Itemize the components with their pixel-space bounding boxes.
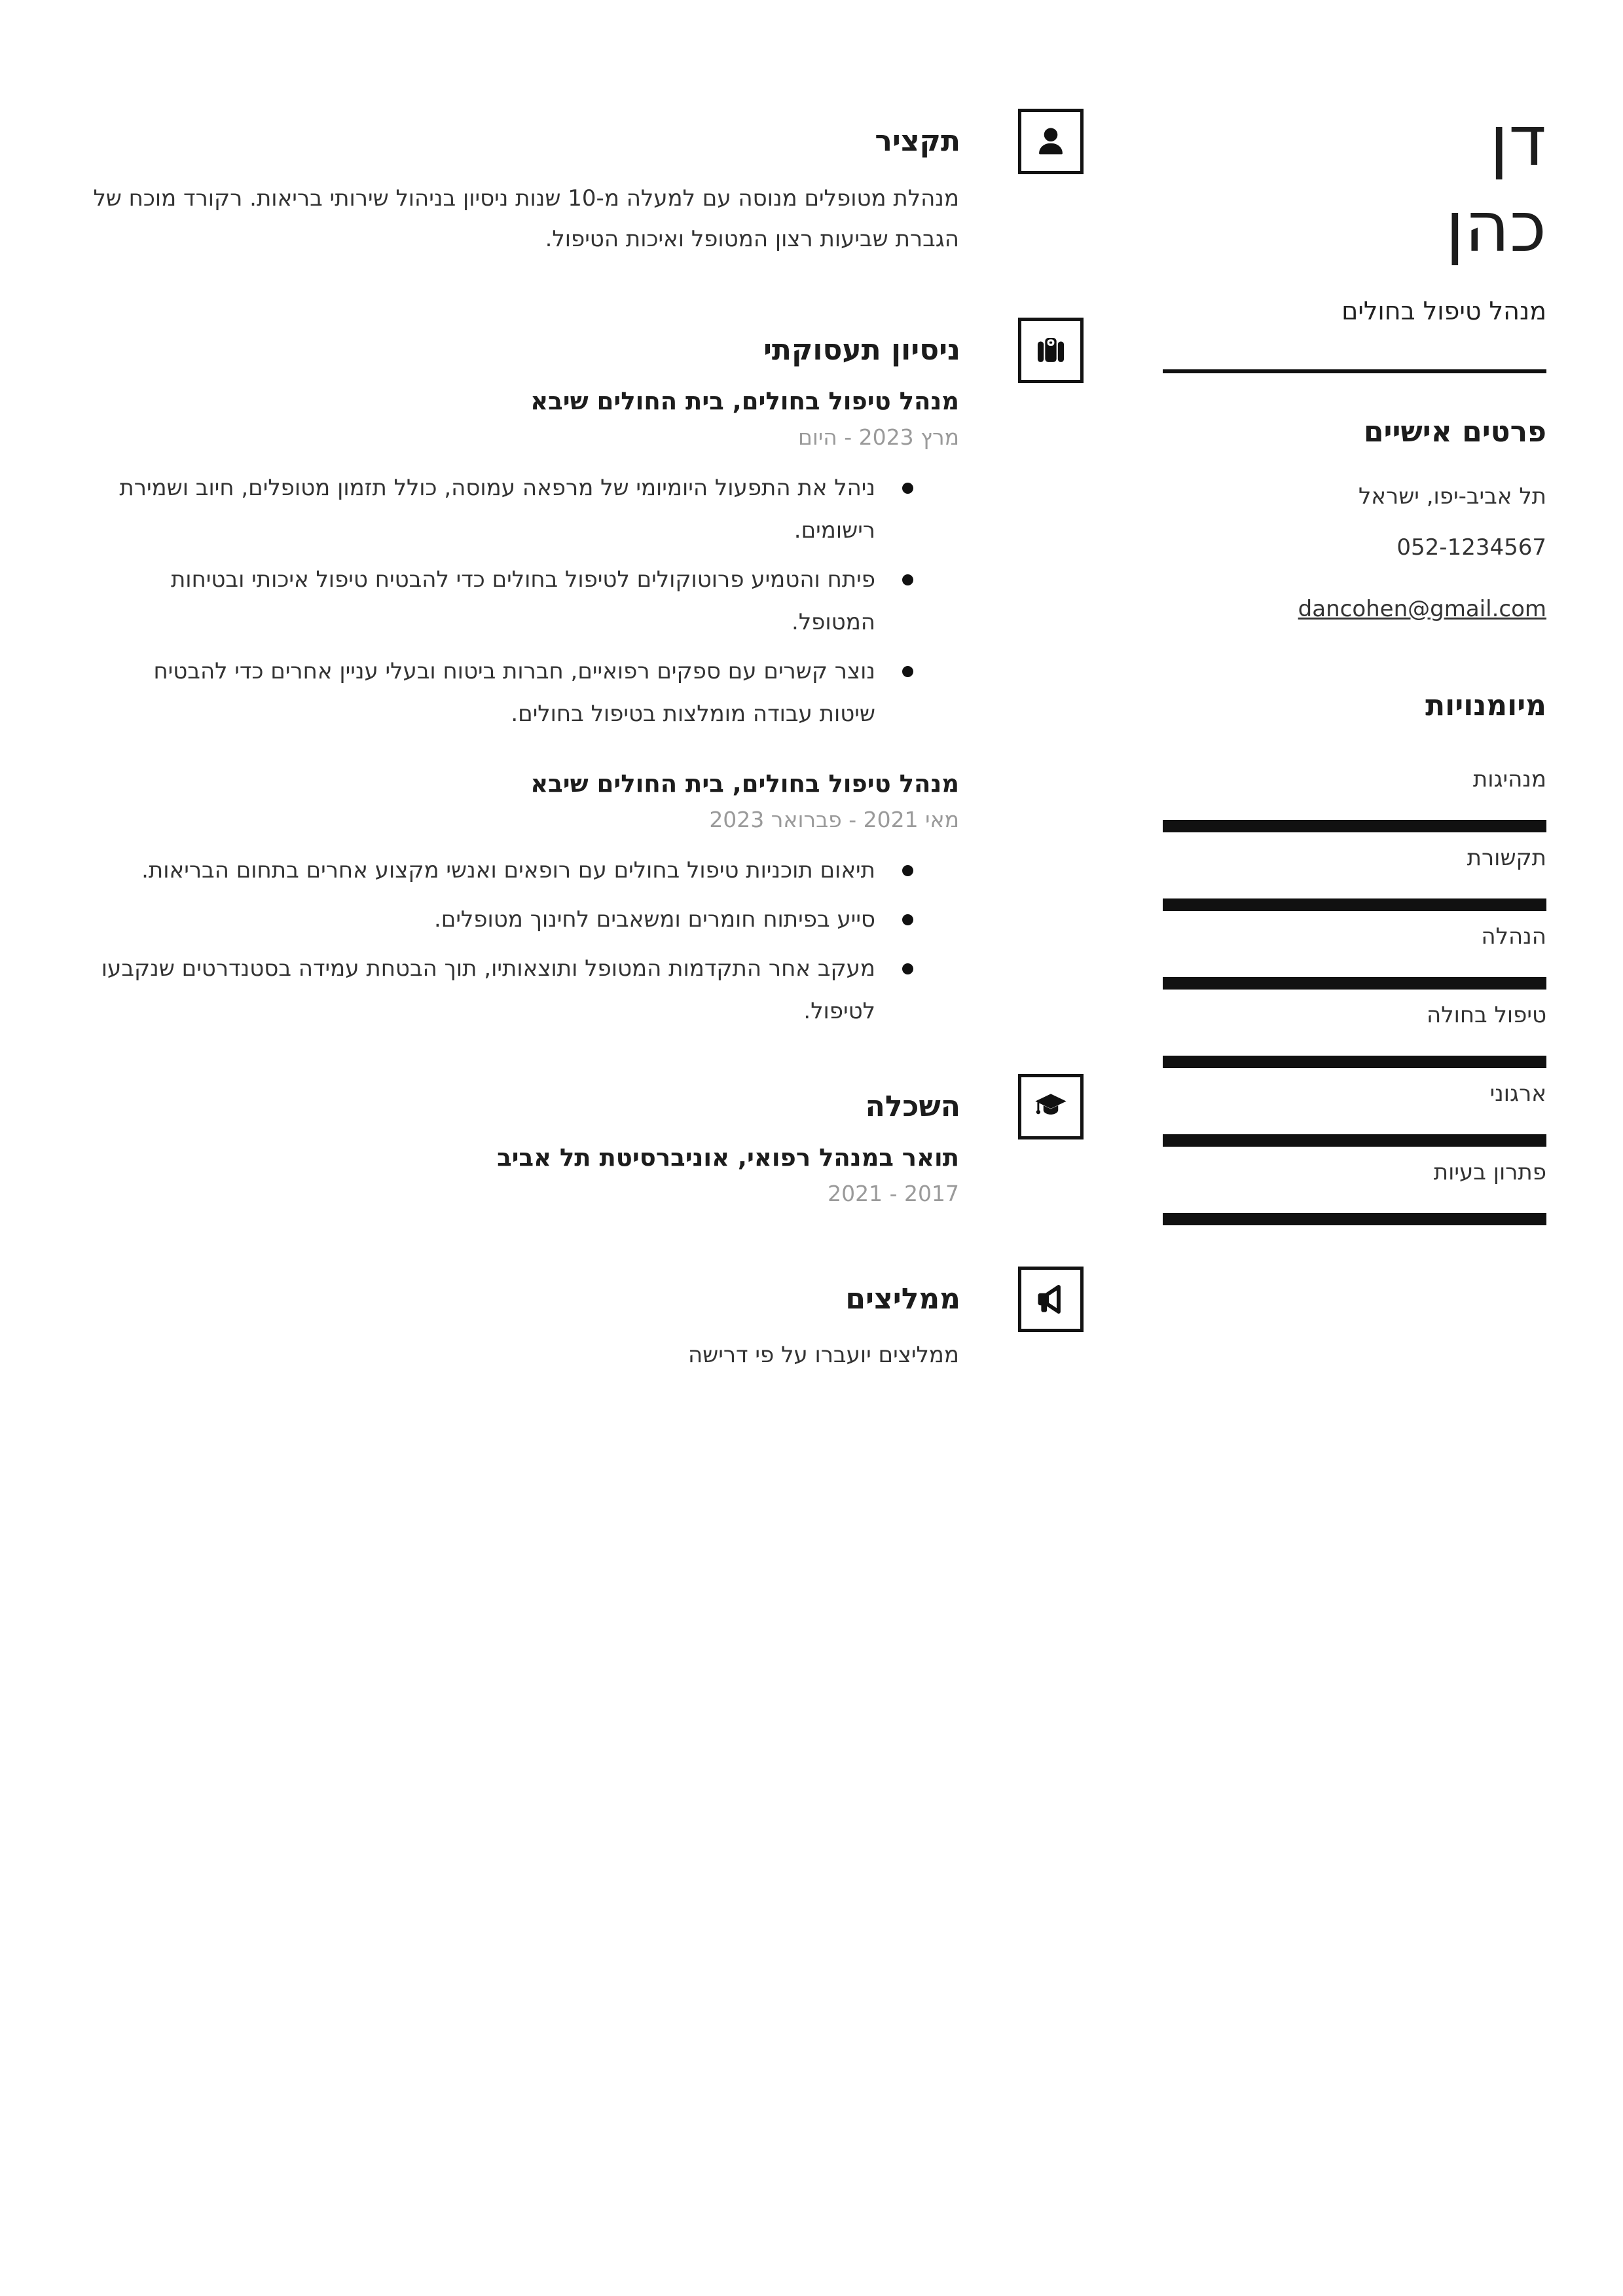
briefcase-icon	[1018, 318, 1084, 383]
skill-level-bar	[1163, 898, 1546, 911]
main-column	[92, 0, 1084, 1375]
job-dates: מאי 2021 - פברואר 2023	[709, 807, 959, 832]
skill-row	[1163, 1001, 1546, 1068]
skill-level-bar	[1163, 1134, 1546, 1147]
skill-label: הנהלה	[1481, 923, 1546, 950]
skill-label: פתרון בעיות	[1433, 1159, 1546, 1185]
skill-label: טיפול בחולה	[1427, 1002, 1546, 1028]
email-link[interactable]: dancohen@gmail.com	[1298, 596, 1546, 622]
summary-text: מנהלת מטופלים מנוסה עם למעלה מ-10 שנות ניסיון בניהול שירותי בריאות. רקורד מוכח של הגברת שביעות רצון המטופל ואיכות הטיפול.	[93, 185, 959, 252]
education-dates: 2017 - 2021	[828, 1181, 959, 1206]
skill-row	[1163, 765, 1546, 832]
education-entry	[92, 1142, 959, 1209]
job-bullet: פיתח והטמיע פרוטוקולים לטיפול בחולים כדי להבטיח טיפול איכותי ובטיחות המטופל.	[92, 559, 959, 644]
experience-section-header	[92, 318, 1084, 383]
job-bullet: ניהל את התפעול היומיומי של מרפאה עמוסה, כולל תזמון מטופלים, חיוב ושמירת רישומים.	[92, 467, 959, 552]
skill-row	[1163, 1079, 1546, 1147]
divider	[1163, 369, 1546, 373]
megaphone-icon	[1018, 1267, 1084, 1332]
personal-details-heading: פרטים אישיים	[1363, 415, 1546, 449]
person-job-title: מנהל טיפול בחולים	[1341, 297, 1546, 325]
skill-level-bar	[1163, 1056, 1546, 1068]
email-row	[1163, 595, 1546, 623]
summary-heading: תקציר	[875, 124, 960, 158]
job-dates: מרץ 2023 - היום	[797, 424, 959, 450]
references-section-header	[92, 1267, 1084, 1332]
job-bullet-list	[92, 849, 959, 1033]
skill-row	[1163, 843, 1546, 911]
skill-label: ארגוני	[1489, 1081, 1546, 1107]
person-icon	[1018, 109, 1084, 174]
job-bullet: נוצר קשרים עם ספקים רפואיים, חברות ביטוח ובעלי עניין אחרים כדי להבטיח שיטות עבודה מומלצות בטיפול בחולים.	[92, 650, 959, 735]
references-heading: ממליצים	[845, 1282, 960, 1316]
job-title: מנהל טיפול בחולים, בית החולים שיבא	[530, 387, 959, 415]
job-bullet: תיאום תוכניות טיפול בחולים עם רופאים ואנשי מקצוע אחרים בתחום הבריאות.	[92, 849, 959, 892]
skill-level-bar	[1163, 820, 1546, 832]
skill-label: מנהיגות	[1472, 766, 1546, 792]
sidebar	[1163, 0, 1546, 1225]
job-entry	[92, 768, 959, 1033]
job-bullet: מעקב אחר התקדמות המטופל ותוצאותיו, תוך הבטחת עמידה בסטנדרטים שנקבעו לטיפול.	[92, 948, 959, 1033]
education-section-header	[92, 1074, 1084, 1139]
skills-heading: מיומנויות	[1425, 689, 1546, 722]
job-bullet: סייע בפיתוח חומרים ומשאבים לחינוך מטופלים.	[92, 898, 959, 941]
graduation-cap-icon	[1018, 1074, 1084, 1139]
skill-level-bar	[1163, 977, 1546, 990]
degree-title: תואר במנהל רפואי, אוניברסיטת תל אביב	[497, 1143, 959, 1172]
summary-section-header	[92, 109, 1084, 174]
references-text: ממליצים יועברו על פי דרישה	[687, 1342, 959, 1368]
education-heading: השכלה	[865, 1090, 960, 1123]
job-bullet-list	[92, 467, 959, 735]
experience-heading: ניסיון תעסוקתי	[763, 333, 960, 367]
location-text: תל אביב-יפו, ישראל	[1358, 483, 1546, 509]
phone-text: 052-1234567	[1396, 534, 1546, 561]
skill-row	[1163, 922, 1546, 990]
skill-level-bar	[1163, 1213, 1546, 1225]
skill-row	[1163, 1158, 1546, 1225]
skill-label: תקשורת	[1467, 845, 1546, 871]
last-name: כהן	[1445, 187, 1546, 267]
job-title: מנהל טיפול בחולים, בית החולים שיבא	[530, 769, 959, 798]
job-entry	[92, 386, 959, 735]
first-name: דן	[1489, 101, 1546, 181]
